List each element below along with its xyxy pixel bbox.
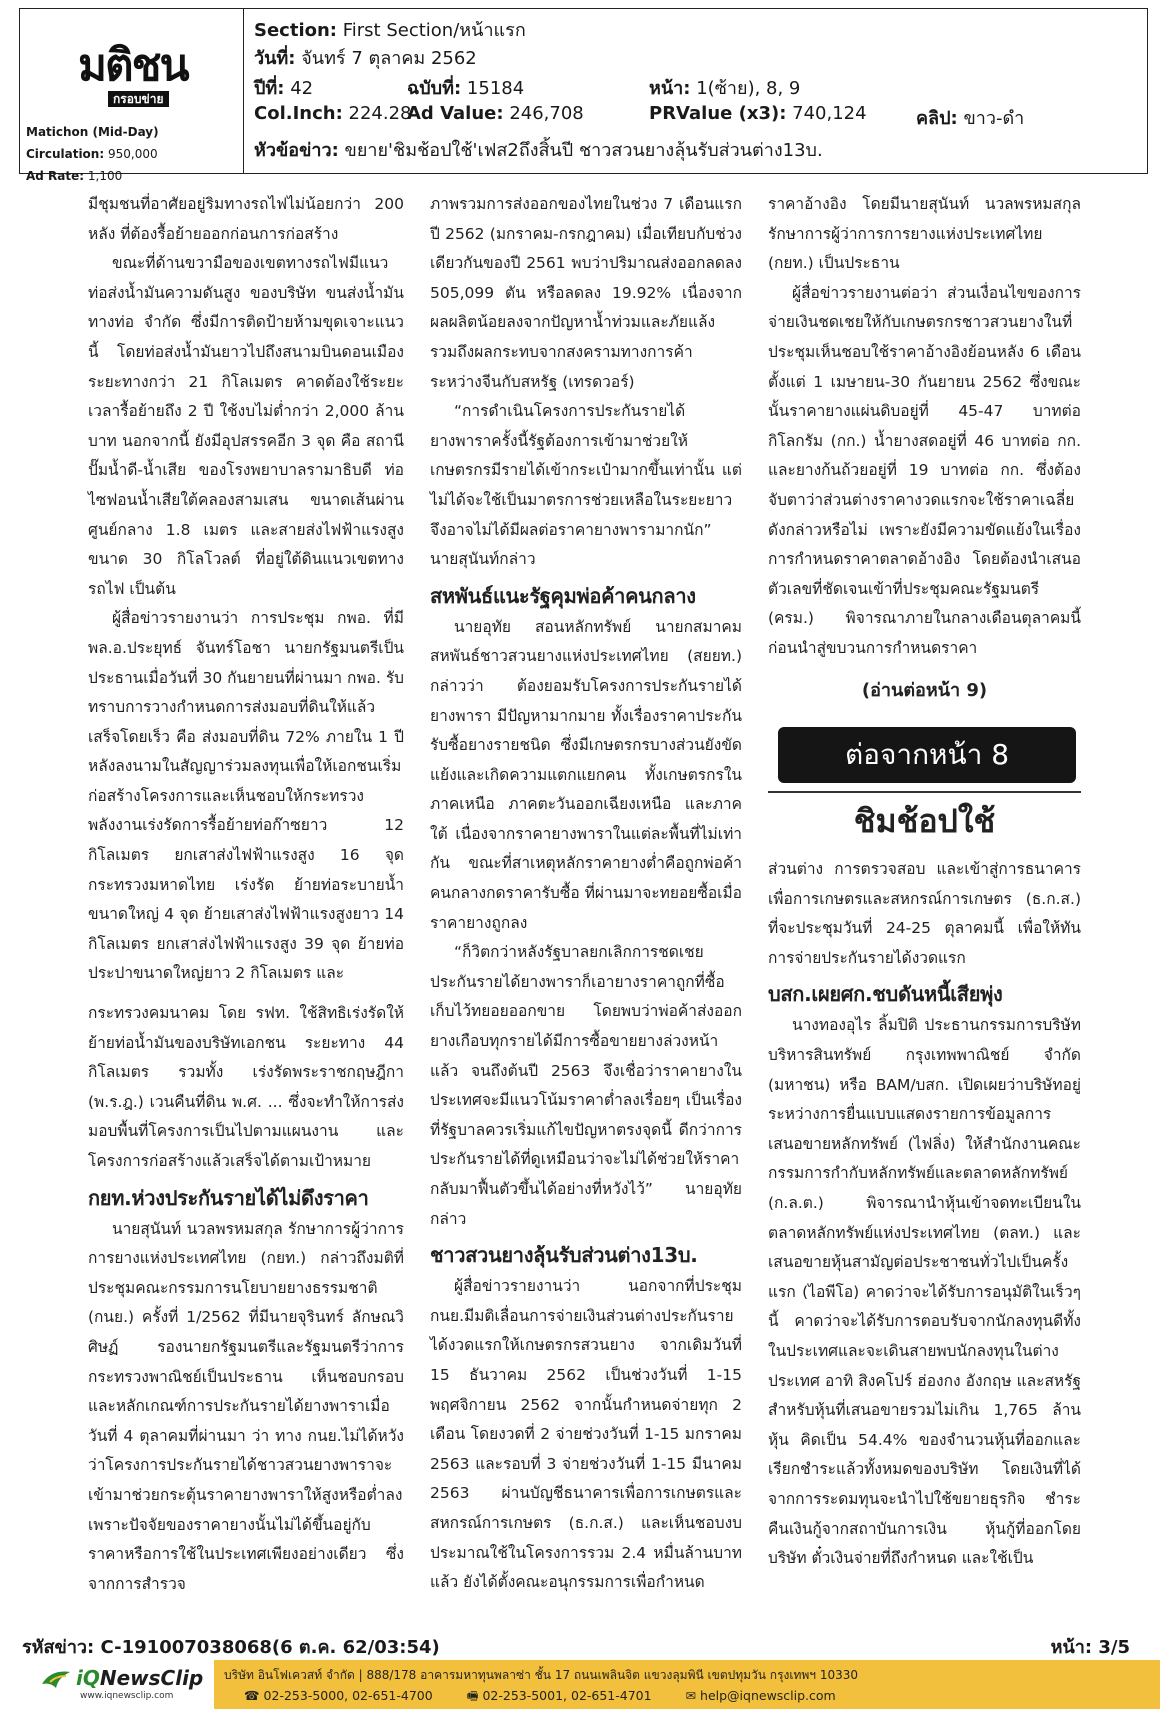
- clip-value: ขาว-ดำ: [963, 108, 1025, 129]
- date-row: [254, 43, 477, 72]
- prvalue-value: 740,124: [792, 103, 867, 124]
- paragraph: ขณะที่ด้านขวามือของเขตทางรถไฟมีแนวท่อส่งน้ำมันความดันสูง ของบริษัท ขนส่งน้ำมันทางท่อ จำกัด ซึ่งมีการติดป้ายห้ามขุดเจาะแนวนี้ โดยท่อส่งน้ำมันยาวไปถึงสนามบินดอนเมือง ระยะทางกว่า 21 กิโลเมตร คาดต้องใช้ระยะเวลารื้อย้ายถึง 2 ปี ใช้งบไม่ต่ำกว่า 2,000 ล้านบาท นอกจากนี้ ยังมีอุปสรรคอีก 3 จุด คือ สถานีปั๊มน้ำดี-น้ำเสีย ของโรงพยาบาลรามาธิบดี ท่อไซฟอนน้ำเสียใต้คลองสามเสน ขนาดเส้นผ่านศูนย์กลาง 1.8 เมตร และสายส่งไฟฟ้าแรงสูงขนาด 30 กิโลโวลต์ ที่อยู่ใต้ดินแนวเขตทางรถไฟ เป็นต้น: [88, 254, 404, 598]
- bird-icon: [40, 1668, 74, 1692]
- email-address: ✉ help@iqnewsclip.com: [685, 1688, 836, 1703]
- advalue-value: 246,708: [509, 103, 584, 124]
- paragraph: ผู้สื่อข่าวรายงานว่า การประชุม กพอ. ที่มี พล.อ.ประยุทธ์ จันทร์โอชา นายกรัฐมนตรีเป็นประธานเมื่อวันที่ 30 กันยายนที่ผ่านมา กพอ. รับทราบการวางกำหนดการส่งมอบที่ดินให้แล้วเสร็จโดยเร็ว คือ ส่งมอบที่ดิน 72% ภายใน 1 ปี หลังลงนามในสัญญาร่วมลงทุนเพื่อให้เอกชนเริ่มก่อสร้างโครงการและเห็นชอบให้กระทรวงพลังงานเร่งรัดการรื้อย้ายท่อก๊าซยาว 12 กิโลเมตร ยกเสาส่งไฟฟ้าแรงสูง 16 จุด กระทรวงมหาดไทย เร่งรัด ย้ายท่อระบายน้ำขนาดใหญ่ 4 จุด ย้ายเสาส่งไฟฟ้าแรงสูงยาว 14 กิโลเมตร ยกเสาส่งไฟฟ้าแรงสูง 39 จุด ย้ายท่อประปาขนาดใหญ่ยาว 2 กิโลเมตร และ: [88, 609, 404, 983]
- continued-on-page-note: (อ่านต่อหน้า 9): [861, 679, 988, 701]
- advalue-label: Ad Value:: [407, 103, 504, 124]
- logo-iq: iQ: [76, 1666, 100, 1690]
- divider: [768, 791, 1081, 793]
- article-column-2: [430, 190, 742, 1598]
- paragraph: นายอุทัย สอนหลักทรัพย์ นายกสมาคมสหพันธ์ชาวสวนยางแห่งประเทศไทย (สยยท.) กล่าวว่า ต้องยอมรับโครงการประกันรายได้ยางพารา มีปัญหามากมาย ทั้งเรื่องราคาประกันรับซื้อยางรายชนิด ซึ่งมีเกษตรกรบางส่วนยังขัดแย้งและเกิดความแตกแยกคน ทั้งเกษตรกรในภาคเหนือ ภาคตะวันออกเฉียงเหนือ และภาคใต้ เนื่องจากราคายางพาราในแต่ละพื้นที่ไม่เท่ากัน ขณะที่สาเหตุหลักราคายางต่ำคือถูกพ่อค้าคนกลางกดราคารับซื้อ ที่ผ่านมาจะทยอยซื้อเมื่อราคายางถูกลง: [430, 617, 742, 932]
- news-code-value: C-191007038068(6 ต.ค. 62/03:54): [100, 1637, 440, 1658]
- article-column-1: [88, 190, 404, 1599]
- article-column-3: [768, 190, 1081, 1574]
- contact-bar: [214, 1660, 1160, 1709]
- clip-label: คลิป:: [916, 108, 958, 129]
- section-label: Section:: [254, 20, 337, 41]
- section-value: First Section/หน้าแรก: [342, 20, 526, 41]
- issue-label: ฉบับที่:: [407, 78, 462, 99]
- logo-newsclip: NewsClip: [99, 1666, 204, 1690]
- continued-from-banner: ต่อจากหน้า 8: [778, 727, 1076, 783]
- colinch-label: Col.Inch:: [254, 103, 343, 124]
- paragraph: ผู้สื่อข่าวรายงานว่า นอกจากที่ประชุม กนย.มีมติเลื่อนการจ่ายเงินส่วนต่างประกันรายได้งวดแรกให้เกษตรกรสวนยาง จากเดิมวันที่ 15 ธันวาคม 2562 เป็นช่วงวันที่ 1-15 พฤศจิกายน 2562 จากนั้นกำหนดจ่ายทุก 2 เดือน โดยงวดที่ 2 จ่ายช่วงวันที่ 1-15 มกราคม 2563 และรอบที่ 3 จ่ายช่วงวันที่ 1-15 มีนาคม 2563 ผ่านบัญชีธนาคารเพื่อการเกษตรและสหกรณ์การเกษตร (ธ.ก.ส.) และเห็นชอบงบประมาณใช้ในโครงการรวม 2.4 หมื่นล้านบาท แล้ว ยังได้ตั้งคณะอนุกรรมการเพื่อกำหนด: [430, 1277, 742, 1592]
- logo-url: www.iqnewsclip.com: [80, 1691, 174, 1701]
- iqnewsclip-logo: [0, 1660, 214, 1709]
- section-row: [254, 15, 526, 44]
- logo-text: [76, 1666, 203, 1690]
- advalue-cell: [407, 103, 584, 124]
- headline-value: ขยาย'ชิมช้อปใช้'เฟส2ถึงสิ้นปี ชาวสวนยางลุ้นรับส่วนต่าง13บ.: [344, 140, 823, 161]
- clip-metadata: [244, 9, 1147, 173]
- issue-value: 15184: [466, 78, 525, 99]
- page-value: 1(ซ้าย), 8, 9: [696, 78, 801, 99]
- publication-name: Matichon (Mid-Day): [26, 125, 159, 139]
- adrate-label: Ad Rate:: [26, 169, 85, 183]
- fax-number: 🖷 02-253-5001, 02-651-4701: [466, 1688, 652, 1703]
- company-address: บริษัท อินโฟเควสท์ จำกัด | 888/178 อาคารมหาทุนพลาซ่า ชั้น 17 ถนนเพลินจิต แขวงลุมพินี เขตปทุมวัน กรุงเทพฯ 10330: [224, 1668, 859, 1682]
- page-count-value: 3/5: [1098, 1637, 1130, 1658]
- page-cell: [649, 73, 800, 102]
- column-break: [88, 989, 404, 999]
- page-count: [1051, 1632, 1130, 1661]
- year-value: 42: [290, 78, 314, 99]
- paragraph: ภาพรวมการส่งออกของไทยในช่วง 7 เดือนแรก ปี 2562 (มกราคม-กรกฎาคม) เมื่อเทียบกับช่วงเดียวกันของปี 2561 พบว่าปริมาณส่งออกลดลง 505,099 ตัน หรือลดลง 19.92% เนื่องจากผลผลิตน้อยลงจากปัญหาน้ำท่วมและภัยแล้ง รวมถึงผลกระทบจากสงครามทางการค้าระหว่างจีนกับสหรัฐ (เทรดวอร์): [430, 195, 742, 391]
- subheading: บสก.เผยศก.ชบดันหนี้เสียพุ่ง: [768, 982, 1003, 1007]
- circulation-label: Circulation:: [26, 147, 105, 161]
- paragraph: นายสุนันท์ นวลพรหมสกุล รักษาการผู้ว่าการการยางแห่งประเทศไทย (กยท.) กล่าวถึงมติที่ประชุมคณะกรรมการนโยบายยางธรรมชาติ (กนย.) ครั้งที่ 1/2562 ที่มีนายจุรินทร์ ลักษณวิศิษฏ์ รองนายกรัฐมนตรีและรัฐมนตรีว่าการกระทรวงพาณิชย์เป็นประธาน เห็นชอบกรอบและหลักเกณฑ์การประกันรายได้ยางพาราเมื่อวันที่ 4 ตุลาคมที่ผ่านมา ว่า ทาง กนย.ไม่ได้หวังว่าโครงการประกันรายได้ชาวสวนยางพาราจะเข้ามาช่วยกระตุ้นราคายางพาราให้สูงหรือต่ำลง เพราะปัจจัยของราคายางนั้นไม่ได้ขึ้นอยู่กับราคาหรือการใช้ในประเทศเพียงอย่างเดียว ซึ่งจากการสำรวจ: [88, 1219, 404, 1593]
- continued-story-title: ชิมช้อปใช้: [853, 802, 996, 841]
- colinch-value: 224.28: [348, 103, 412, 124]
- colinch-cell: [254, 103, 412, 124]
- publication-info: [26, 121, 159, 187]
- date-value: จันทร์ 7 ตุลาคม 2562: [301, 48, 477, 69]
- paragraph: นางทองอุไร ลิ้มปิติ ประธานกรรมการบริษัท บริหารสินทรัพย์ กรุงเทพพาณิชย์ จำกัด (มหาชน) หรือ BAM/บสก. เปิดเผยว่าบริษัทอยู่ระหว่างการยื่นแบบแสดงรายการข้อมูลการเสนอขายหลักทรัพย์ (ไฟลิ่ง) ให้สำนักงานคณะกรรมการกำกับหลักทรัพย์และตลาดหลักทรัพย์ (ก.ล.ต.) พิจารณานำหุ้นเข้าจดทะเบียนในตลาดหลักทรัพย์แห่งประเทศไทย (ตลท.) และเสนอขายหุ้นสามัญต่อประชาชนทั่วไปเป็นครั้งแรก (ไอพีโอ) คาดว่าจะได้รับการอนุมัติในเร็วๆ นี้ คาดว่าจะได้รับการตอบรับจากนักลงทุนดีทั้งในประเทศและจะเดินสายพบนักลงทุนในต่างประเทศ อาทิ สิงคโปร์ ฮ่องกง อังกฤษ และสหรัฐ สำหรับหุ้นที่เสนอขายรวมไม่เกิน 1,765 ล้านหุ้น คิดเป็น 54.4% ของจำนวนหุ้นที่ออกและเรียกชำระแล้วทั้งหมดของบริษัท โดยเงินที่ได้จากการระดมทุนจะนำไปใช้ขยายธุรกิจ ชำระคืนเงินกู้จากสถาบันการเงิน หุ้นกู้ที่ออกโดยบริษัท ตั๋วเงินจ่ายที่ถึงกำหนด และใช้เป็น: [768, 1016, 1081, 1568]
- subheading: สหพันธ์แนะรัฐคุมพ่อค้าคนกลาง: [430, 583, 696, 608]
- publication-box: [20, 9, 244, 183]
- logo-wordmark: มติชน: [78, 40, 188, 91]
- year-cell: [254, 73, 313, 102]
- contact-line: [244, 1687, 866, 1708]
- quote-paragraph: “การดำเนินโครงการประกันรายได้ยางพาราครั้งนี้รัฐต้องการเข้ามาช่วยให้เกษตรกรมีรายได้เข้ากระเป๋ามากขึ้นเท่านั้น แต่ไม่ได้จะใช้เป็นมาตรการช่วยเหลือในระยะยาว จึงอาจไม่ได้มีผลต่อราคายางพารามากนัก” นายสุนันท์กล่าว: [430, 402, 742, 569]
- headline-row: [254, 135, 823, 164]
- adrate-value: 1,100: [87, 169, 123, 183]
- provider-footer: [0, 1660, 1160, 1709]
- subheading: ชาวสวนยางลุ้นรับส่วนต่าง13บ.: [430, 1243, 698, 1268]
- prvalue-cell: [649, 103, 867, 124]
- paragraph: มีชุมชนที่อาศัยอยู่ริมทางรถไฟไม่น้อยกว่า 200 หลัง ที่ต้องรื้อย้ายออกก่อนการก่อสร้าง: [88, 195, 404, 243]
- headline-label: หัวข้อข่าว:: [254, 140, 339, 161]
- paragraph: ราคาอ้างอิง โดยมีนายสุนันท์ นวลพรหมสกุล รักษาการผู้ว่าการการยางแห่งประเทศไทย (กยท.) เป็นประธาน: [768, 195, 1081, 273]
- quote-paragraph: “ก็วิตกว่าหลังรัฐบาลยกเลิกการชดเชยประกันรายได้ยางพาราก็เอายางราคาถูกที่ซื้อเก็บไว้ทยอยออกขาย โดยพบว่าพ่อค้าส่งออกยางเกือบทุกรายได้มีการซื้อขายยางล่วงหน้าแล้ว จนถึงต้นปี 2563 จึงเชื่อว่าราคายางในประเทศจะมีแนวโน้มราคาต่ำลงเรื่อยๆ เป็นเรื่องที่รัฐบาลควรเริ่มแก้ไขปัญหาตรงจุดนี้ ดีกว่าการประกันรายได้ที่ดูเหมือนว่าจะไม่ได้ช่วยให้ราคากลับมาฟื้นตัวขึ้นได้อย่างที่หวังไว้” นายอุทัยกล่าว: [430, 943, 742, 1228]
- prvalue-label: PRValue (x3):: [649, 103, 787, 124]
- phone-number: ☎ 02-253-5000, 02-651-4700: [244, 1688, 433, 1703]
- issue-cell: [407, 73, 524, 102]
- year-label: ปีที่:: [254, 78, 285, 99]
- page-label: หน้า:: [649, 78, 691, 99]
- date-label: วันที่:: [254, 48, 296, 69]
- clipping-header: [19, 8, 1148, 183]
- paragraph: กระทรวงคมนาคม โดย รฟท. ใช้สิทธิเร่งรัดให้ย้ายท่อน้ำมันของบริษัทเอกชน ระยะทาง 44 กิโลเมตร รวมทั้ง เร่งรัดพระราชกฤษฎีกา (พ.ร.ฎ.) เวนคืนที่ดิน พ.ศ. ... ซึ่งจะทำให้การส่งมอบพื้นที่โครงการเป็นไปตามแผนงาน และโครงการก่อสร้างแล้วเสร็จได้ตามเป้าหมาย: [88, 1004, 404, 1170]
- paragraph: ส่วนต่าง การตรวจสอบ และเข้าสู่การธนาคารเพื่อการเกษตรและสหกรณ์การเกษตร (ธ.ก.ส.) ที่จะประชุมวันที่ 24-25 ตุลาคมนี้ เพื่อให้ทันการจ่ายประกันรายได้งวดแรก: [768, 860, 1081, 967]
- news-code-label: รหัสข่าว:: [22, 1637, 95, 1658]
- page-count-label: หน้า:: [1050, 1637, 1093, 1658]
- circulation-value: 950,000: [107, 147, 158, 161]
- paragraph: ผู้สื่อข่าวรายงานต่อว่า ส่วนเงื่อนไขของการจ่ายเงินชดเชยให้กับเกษตรกรชาวสวนยางในที่ประชุมเห็นชอบใช้ราคาอ้างอิงย้อนหลัง 6 เดือน ตั้งแต่ 1 เมษายน-30 กันยายน 2562 ซึ่งขณะนั้นราคายางแผ่นดิบอยู่ที่ 45-47 บาทต่อกิโลกรัม (กก.) น้ำยางสดอยู่ที่ 46 บาทต่อ กก. และยางก้นถ้วยอยู่ที่ 19 บาทต่อ กก. ซึ่งต้องจับตาว่าส่วนต่างราคางวดแรกจะใช้ราคาเฉลี่ยดังกล่าวหรือไม่ เพราะยังมีความขัดแย้งในเรื่องการกำหนดราคาตลาดอ้างอิง โดยต้องนำเสนอตัวเลขที่ชัดเจนเข้าที่ประชุมคณะรัฐมนตรี (ครม.) พิจารณาภายในกลางเดือนตุลาคมนี้ ก่อนนำสู่ขบวนการกำหนดราคา: [768, 283, 1081, 657]
- logo-subtitle: กรอบข่าย: [108, 91, 169, 107]
- news-code: [22, 1632, 440, 1661]
- matichon-logo: [78, 40, 188, 107]
- clip-cell: [916, 103, 1024, 132]
- subheading: กยท.ห่วงประกันรายได้ไม่ดึงราคา: [88, 1185, 369, 1210]
